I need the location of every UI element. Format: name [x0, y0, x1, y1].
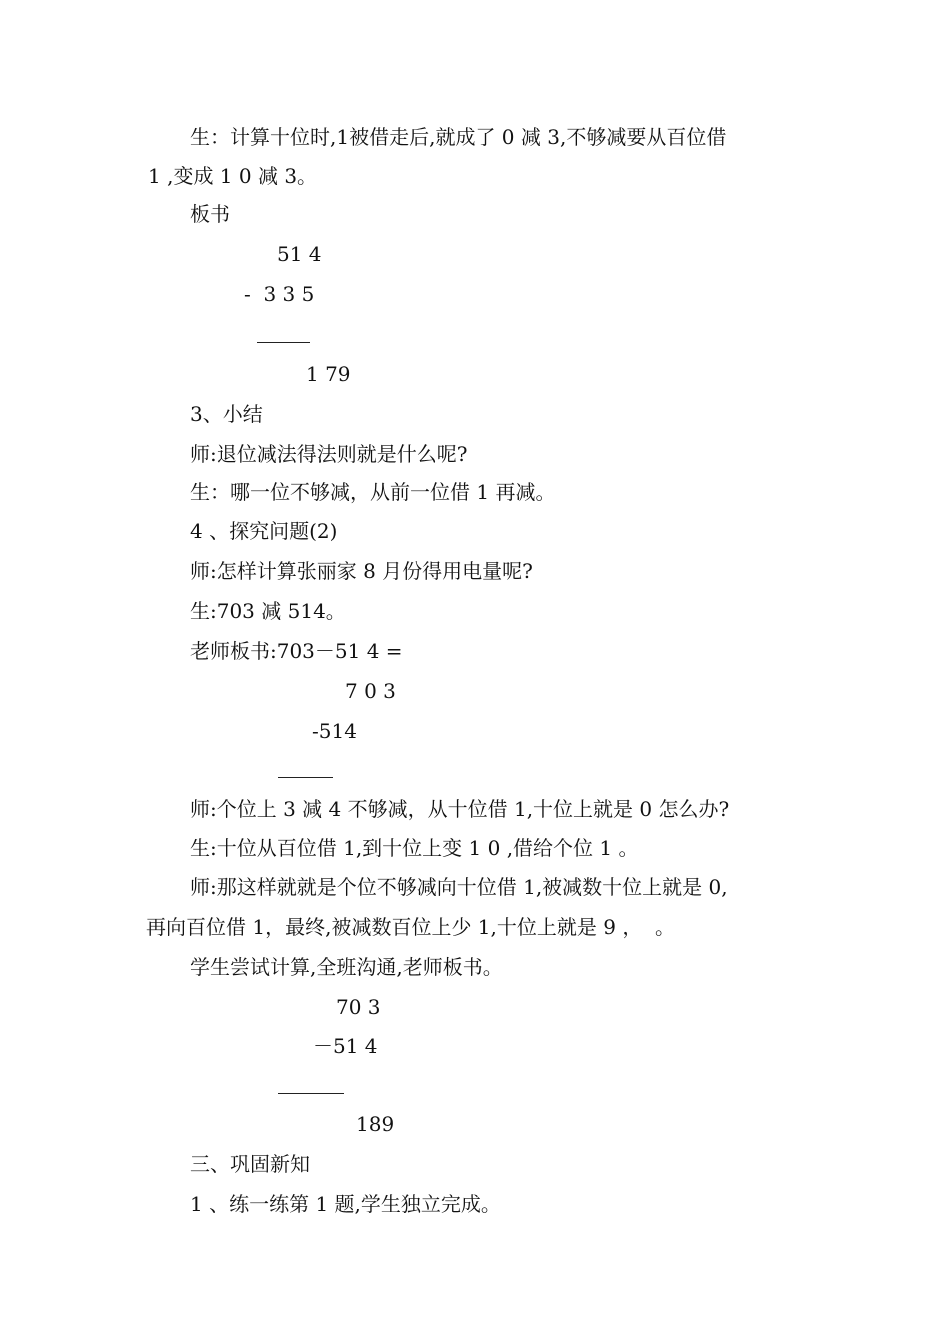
text-line: 生：计算十位时,1被借走后,就成了 0 减 3,不够减要从百位借	[190, 125, 727, 149]
calc-result: 189	[356, 1112, 395, 1136]
text-line: 1 ,变成 1 0 减 3。	[148, 164, 318, 188]
text-line: 生:703 减 514。	[190, 599, 346, 623]
section-heading: 4 、探究问题(2)	[190, 519, 338, 543]
calc-underline	[257, 342, 310, 343]
calc-underline	[278, 777, 333, 778]
section-heading: 3、小结	[190, 402, 263, 426]
text-line: 师:那这样就就是个位不够减向十位借 1,被减数十位上就是 0,	[190, 875, 728, 899]
calc-minuend: 7 0 3	[345, 679, 396, 703]
calc-subtrahend: - 3 3 5	[244, 282, 315, 306]
calc-subtrahend: -514	[312, 719, 357, 743]
text-line: 生:十位从百位借 1,到十位上变 1 0 ,借给个位 1 。	[190, 836, 639, 860]
text-line: 1 、练一练第 1 题,学生独立完成。	[190, 1192, 501, 1216]
calc-subtrahend: －51 4	[313, 1034, 378, 1058]
text-line: 再向百位借 1，最终,被减数百位上少 1,十位上就是 9 ， 。	[146, 915, 676, 939]
text-line: 师:个位上 3 减 4 不够减，从十位借 1,十位上就是 0 怎么办?	[190, 797, 730, 821]
text-line: 学生尝试计算,全班沟通,老师板书。	[190, 955, 503, 979]
calc-minuend: 70 3	[336, 995, 381, 1019]
section-heading: 三、巩固新知	[190, 1152, 310, 1176]
text-line: 师:怎样计算张丽家 8 月份得用电量呢?	[190, 559, 533, 583]
text-line: 老师板书:703－51 4 =	[190, 639, 403, 663]
calc-result: 1 79	[306, 362, 351, 386]
text-line: 板书	[190, 202, 230, 226]
text-line: 生：哪一位不够减，从前一位借 1 再减。	[190, 480, 556, 504]
calc-minuend: 51 4	[277, 242, 322, 266]
calc-underline	[278, 1093, 344, 1094]
text-line: 师:退位减法得法则就是什么呢?	[190, 442, 468, 466]
